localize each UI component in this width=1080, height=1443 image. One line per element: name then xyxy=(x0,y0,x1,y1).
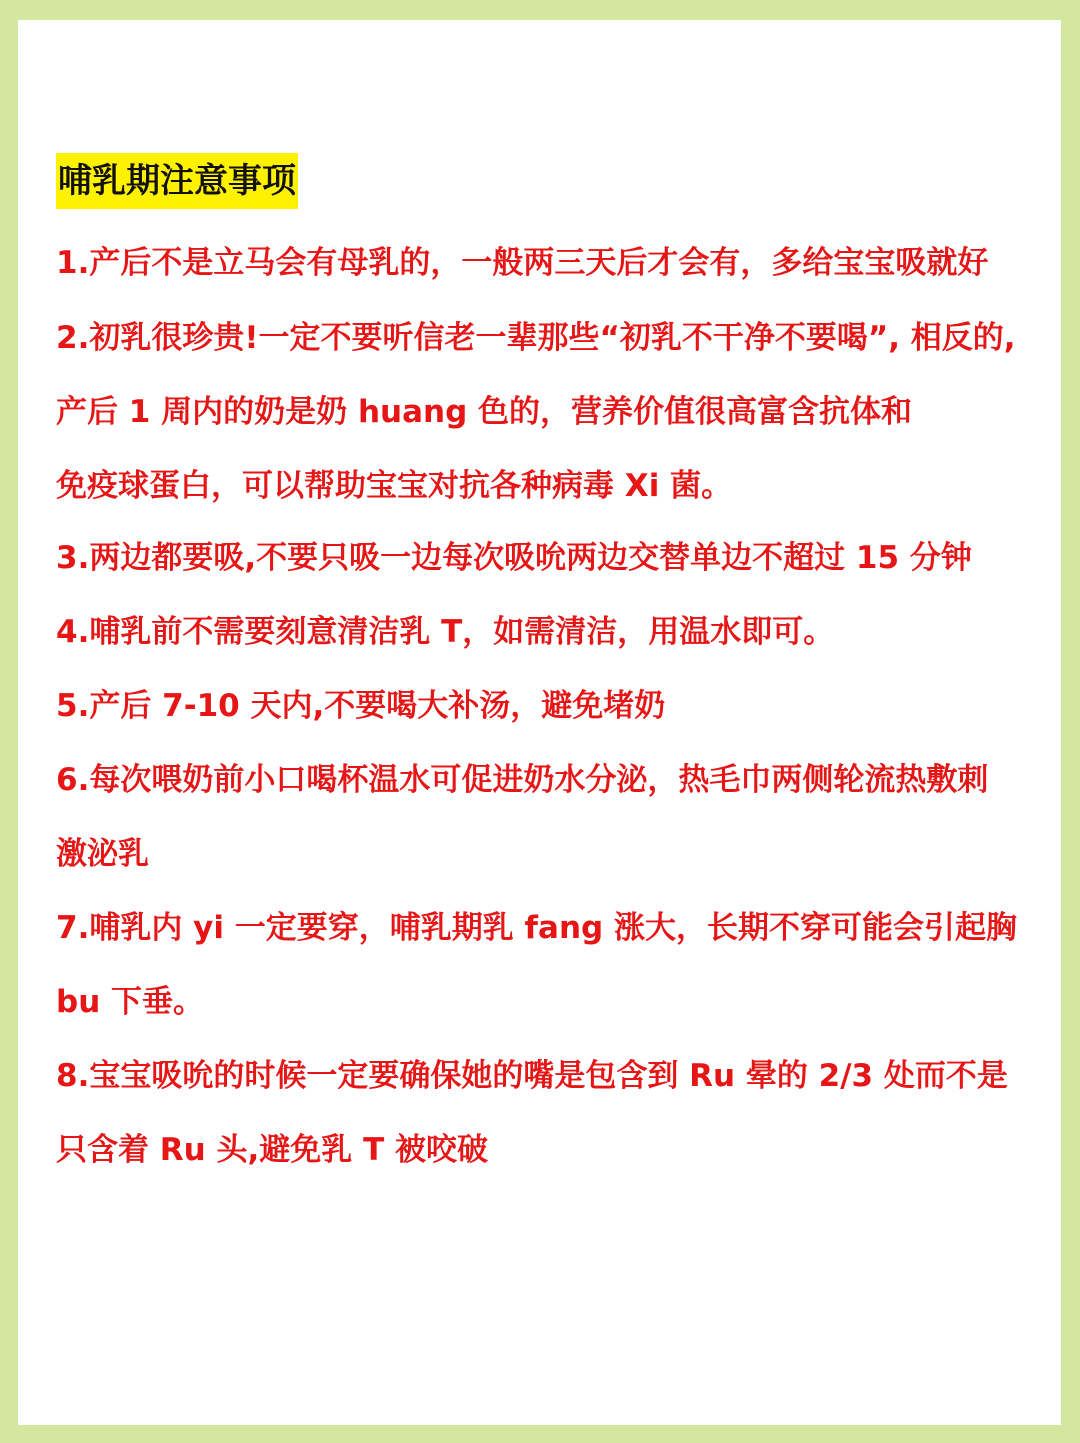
text-line-11: bu 下垂。 xyxy=(56,984,205,1020)
text-line-5: 3.两边都要吸,不要只吸一边每次吸吮两边交替单边不超过 15 分钟 xyxy=(56,540,972,576)
text-line-7: 5.产后 7-10 天内,不要喝大补汤，避免堵奶 xyxy=(56,688,666,724)
text-line-4: 免疫球蛋白，可以帮助宝宝对抗各种病毒 Xi 菌。 xyxy=(56,468,733,504)
text-line-9: 激泌乳 xyxy=(56,836,149,872)
text-line-2: 2.初乳很珍贵!一定不要听信老一辈那些“初乳不干净不要喝”, 相反的, xyxy=(56,320,1016,356)
text-line-1: 1.产后不是立马会有母乳的，一般两三天后才会有，多给宝宝吸就好 xyxy=(56,245,989,281)
text-line-12: 8.宝宝吸吮的时候一定要确保她的嘴是包含到 Ru 晕的 2/3 处而不是 xyxy=(56,1058,1008,1094)
page-title: 哺乳期注意事项 xyxy=(56,153,298,209)
text-line-10: 7.哺乳内 yi 一定要穿，哺乳期乳 fang 涨大，长期不穿可能会引起胸 xyxy=(56,910,1018,946)
text-line-13: 只含着 Ru 头,避免乳 T 被咬破 xyxy=(56,1132,489,1168)
text-line-8: 6.每次喂奶前小口喝杯温水可促进奶水分泌，热毛巾两侧轮流热敷刺 xyxy=(56,762,989,798)
text-line-3: 产后 1 周内的奶是奶 huang 色的，营养价值很高富含抗体和 xyxy=(56,394,913,430)
text-line-6: 4.哺乳前不需要刻意清洁乳 T，如需清洁，用温水即可。 xyxy=(56,614,835,650)
